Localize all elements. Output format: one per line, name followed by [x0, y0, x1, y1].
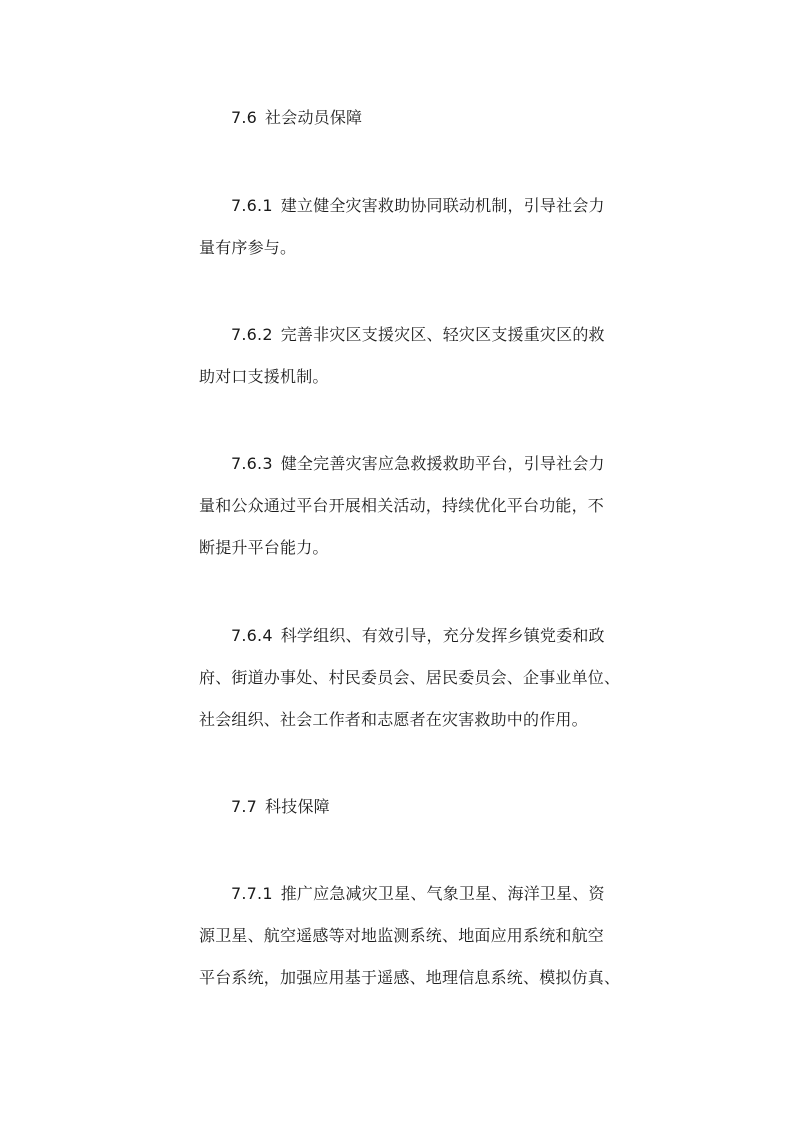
paragraph-text: 科学组织、有效引导，充分发挥乡镇党委和政 [280, 626, 605, 645]
section-number: 7.7 [231, 797, 258, 816]
section-number: 7.6 [231, 108, 258, 127]
paragraph-7-6-4-line-2: 府、街道办事处、村民委员会、居民委员会、企事业单位、 [199, 668, 621, 687]
paragraph-7-6-4-line-3: 社会组织、社会工作者和志愿者在灾害救助中的作用。 [199, 710, 588, 729]
section-heading-7-7 [231, 797, 631, 817]
paragraph-number: 7.7.1 [231, 884, 273, 903]
paragraph-7-6-4-line-1 [231, 626, 631, 646]
section-title: 科技保障 [265, 797, 330, 816]
paragraph-7-6-2-line-1 [231, 325, 631, 345]
paragraph-7-6-2-line-2: 助对口支援机制。 [199, 367, 329, 386]
paragraph-text: 推广应急减灾卫星、气象卫星、海洋卫星、资 [280, 884, 605, 903]
paragraph-7-7-1-line-2: 源卫星、航空遥感等对地监测系统、地面应用系统和航空 [199, 926, 605, 945]
paragraph-7-6-1-line-2: 量有序参与。 [199, 238, 297, 257]
paragraph-text: 建立健全灾害救助协同联动机制，引导社会力 [280, 196, 605, 215]
paragraph-text: 健全完善灾害应急救援救助平台，引导社会力 [280, 454, 605, 473]
paragraph-7-7-1-line-1 [231, 884, 631, 904]
paragraph-7-6-3-line-2: 量和公众通过平台开展相关活动，持续优化平台功能，不 [199, 496, 605, 515]
paragraph-number: 7.6.4 [231, 626, 273, 645]
paragraph-7-7-1-line-3: 平台系统，加强应用基于遥感、地理信息系统、模拟仿真、 [199, 968, 621, 987]
paragraph-7-6-3-line-3: 断提升平台能力。 [199, 538, 329, 557]
paragraph-number: 7.6.3 [231, 454, 273, 473]
paragraph-number: 7.6.1 [231, 196, 273, 215]
section-title: 社会动员保障 [265, 108, 363, 127]
paragraph-7-6-3-line-1 [231, 454, 631, 474]
paragraph-number: 7.6.2 [231, 325, 273, 344]
paragraph-text: 完善非灾区支援灾区、轻灾区支援重灾区的救 [280, 325, 605, 344]
paragraph-7-6-1-line-1 [231, 196, 631, 216]
section-heading-7-6 [231, 108, 631, 128]
